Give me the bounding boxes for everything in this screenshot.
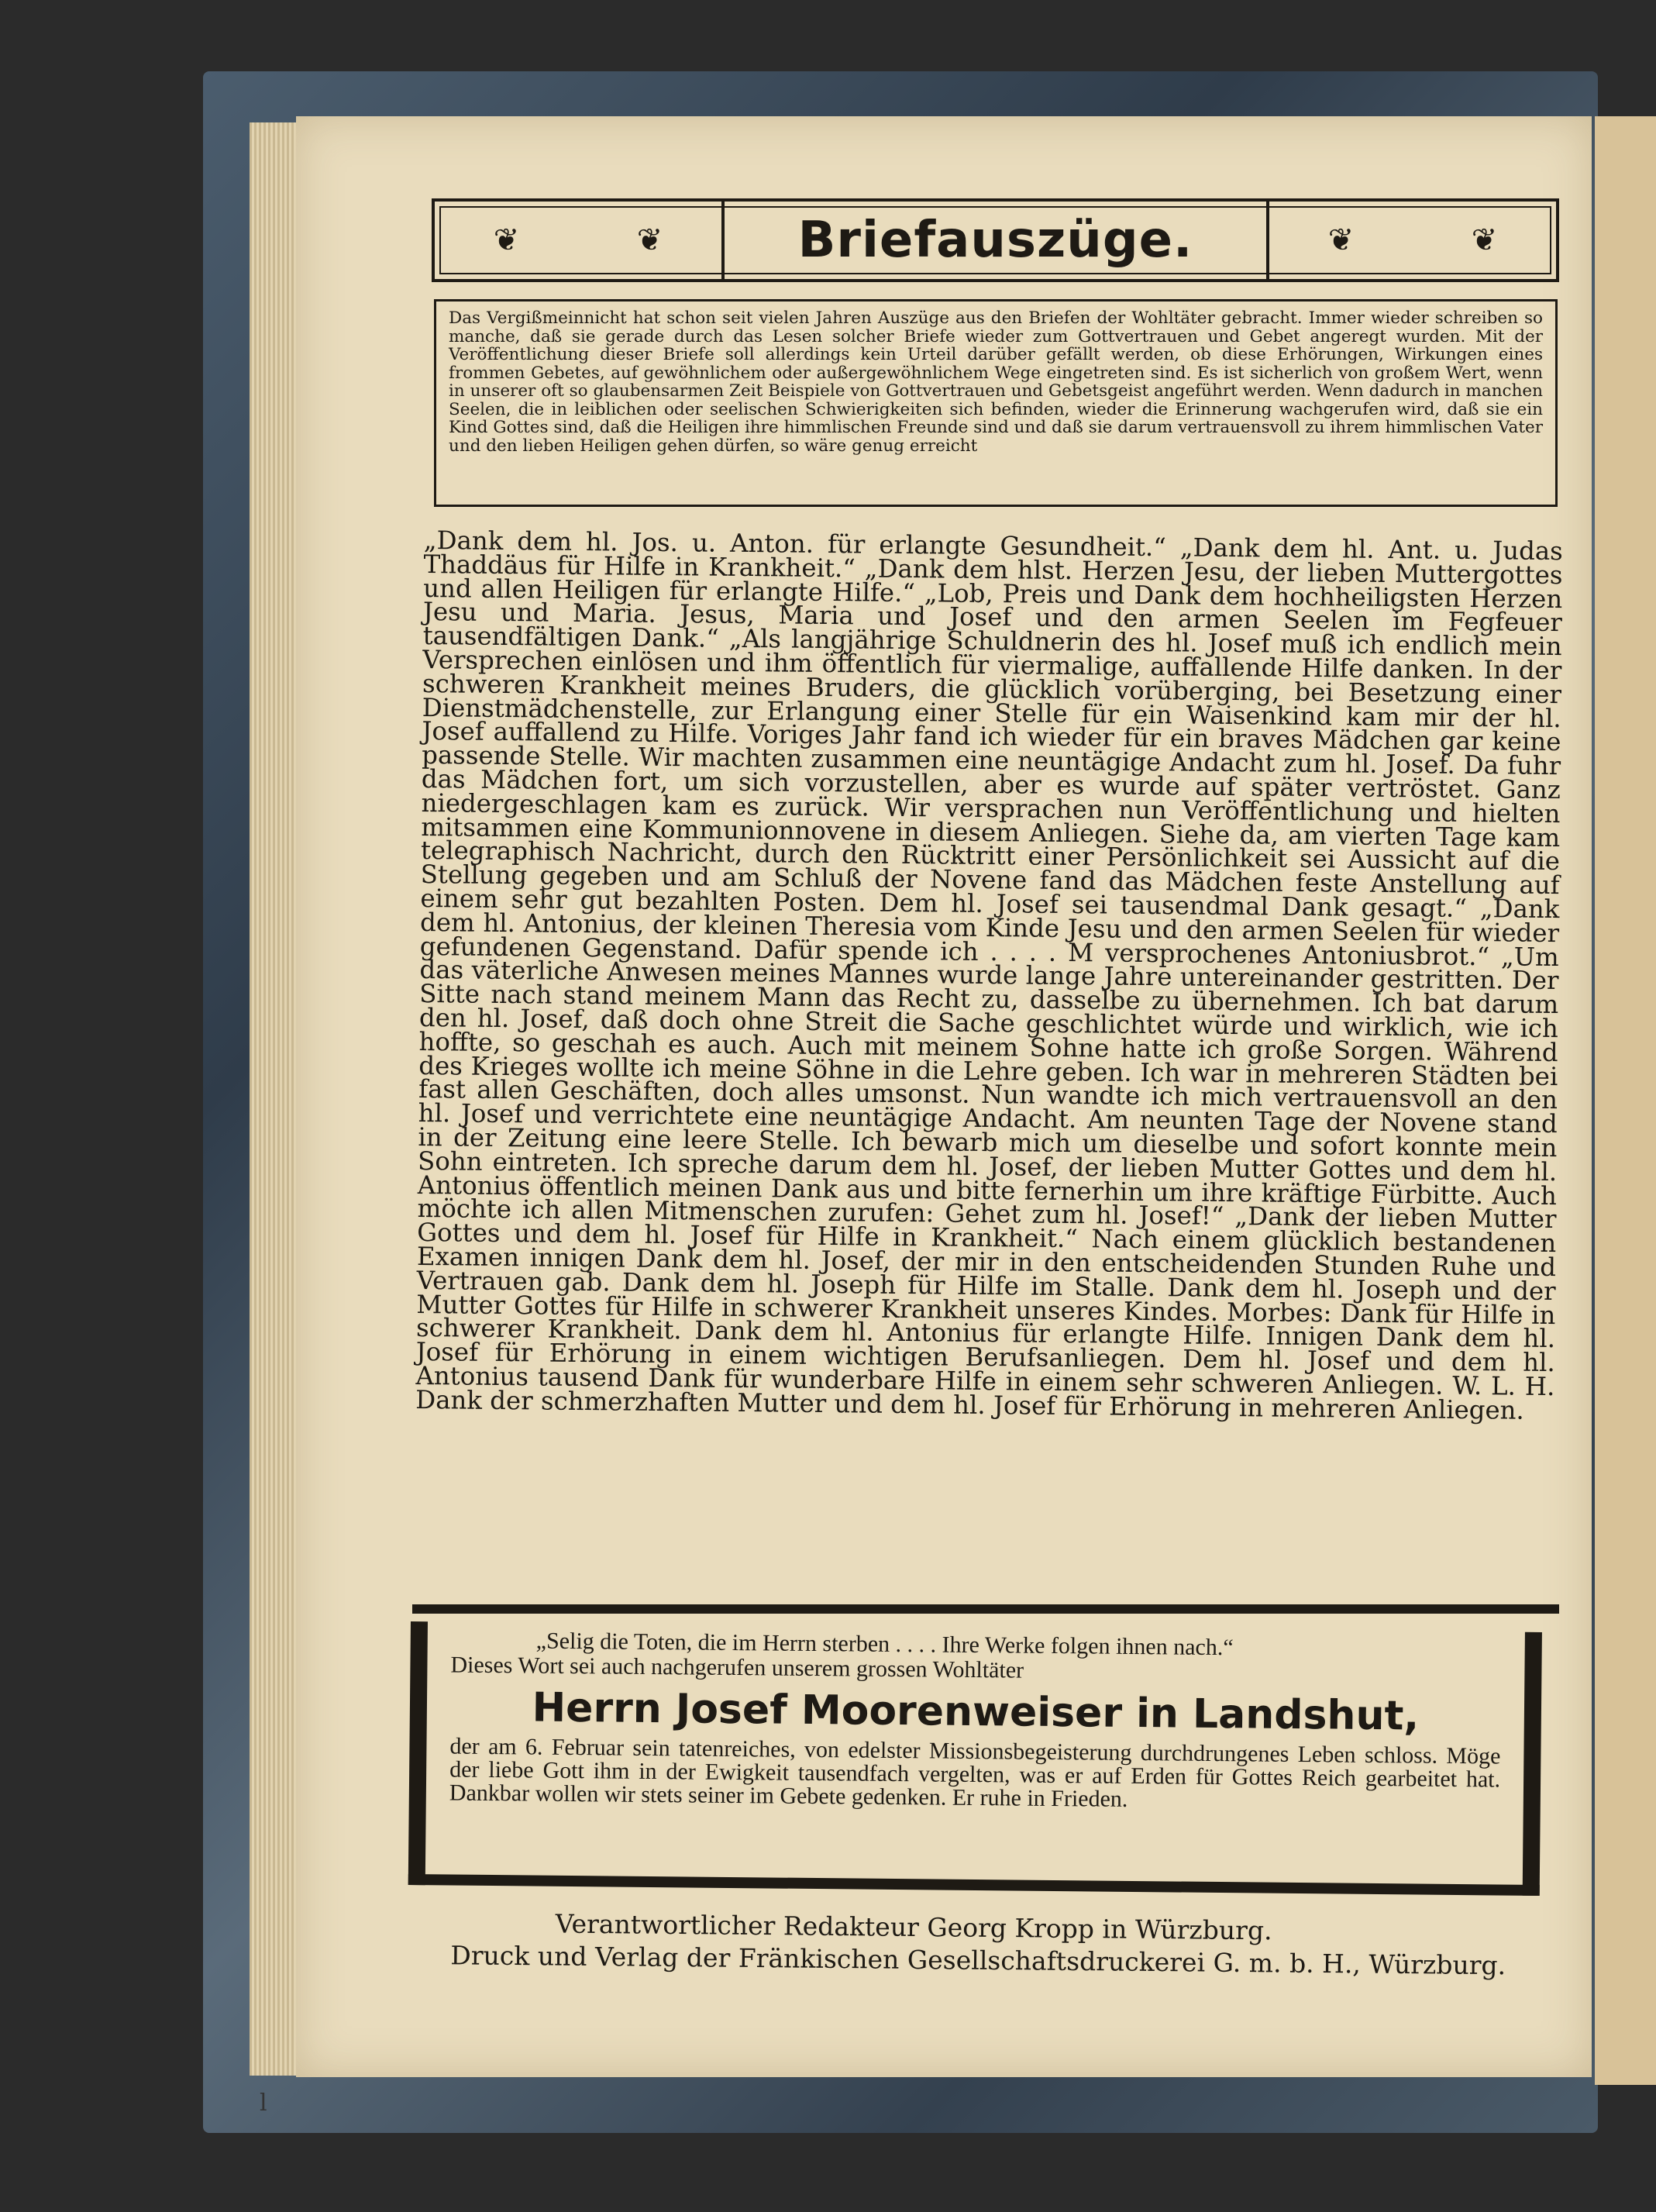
- ornament-icon: ❦: [636, 222, 663, 258]
- page-edges: [250, 122, 296, 2076]
- ornament-icon: ❦: [493, 222, 520, 258]
- ornament-icon: ❦: [1471, 222, 1498, 258]
- imprint-editor: Verantwortlicher Redakteur Georg Kropp in Würzburg.: [555, 1908, 1272, 1946]
- page-title: Briefauszüge.: [797, 212, 1193, 269]
- notice-dedication: Dieses Wort sei auch nachgerufen unserem grossen Wohltäter: [450, 1652, 1024, 1683]
- adjacent-page: [1595, 116, 1656, 2085]
- notice-text: der am 6. Februar sein tatenreiches, von edelster Missionsbegeisterung durchdrungenes Leben schloss. Möge der liebe Gott ihm in der Ewigkeit tausendfach vergelten, was er auf Erden für Gottes Reich gearbeitet hat. Dankbar wollen wir stets seiner im Gebete gedenken. Er ruhe in Frieden.: [449, 1733, 1501, 1812]
- ornament-group-left: [435, 202, 725, 279]
- ornament-group-right: [1266, 202, 1556, 279]
- intro-paragraph: Das Vergißmeinnicht hat schon seit vielen Jahren Auszüge aus den Briefen der Wohltäter gebracht. Immer wieder schreiben so manche, daß sie gerade durch das Lesen solcher Briefe wieder zum Gottvertrauen und Gebet angeregt wurden. Mit der Veröffentlichung dieser Briefe soll allerdings kein Urteil darüber gefällt werden, ob diese Erhörungen, Wirkungen eines frommen Gebetes, auf gewöhnlichem oder außergewöhnlichem Wege eingetreten sind. Es ist sicherlich von großem Wert, wenn in unserer oft so glaubensarmen Zeit Beispiele von Gottvertrauen und Gebetsgeist angeführt werden. Wenn dadurch in manchen Seelen, die in leiblichen oder seelischen Schwierigkeiten sich befinden, wieder die Erinnerung wachgerufen wird, daß sie ein Kind Gottes sind, daß die Heiligen ihre himmlischen Freunde sind und daß sie darum vertrauensvoll zu ihrem himmlischen Vater und den lieben Heiligen gehen dürfen, so wäre genug erreicht: [434, 299, 1558, 507]
- document-page: [296, 116, 1592, 2077]
- letter-excerpts: „Dank dem hl. Jos. u. Anton. für erlangte Gesundheit.“ „Dank dem hl. Ant. u. Judas Thaddäus für Hilfe in Krankheit.“ „Dank dem hlst. Herzen Jesu, der lieben Muttergottes und allen Heiligen für erlangte Hilfe.“ „Lob, Preis und Dank dem hochheiligsten Herzen Jesu und Maria. Jesus, Maria und Josef und den armen Seelen im Fegfeuer tausendfältigen Dank.“ „Als langjährige Schuldnerin des hl. Josef muß ich endlich mein Versprechen einlösen und ihm öffentlich für viermalige, auffallende Hilfe danken. In der schweren Krankheit meines Bruders, die glücklich vorüberging, bei Besetzung einer Dienstmädchenstelle, zur Erlangung einer Stelle für ein Waisenkind kam mir der hl. Josef auffallend zu Hilfe. Voriges Jahr fand ich wieder für ein braves Mädchen gar keine passende Stelle. Wir machten zusammen eine neuntägige Andacht zum hl. Josef. Da fuhr das Mädchen fort, um sich vorzustellen, aber es wurde auf später vertröstet. Ganz niedergeschlagen kam es zurück. Wir versprachen nun Veröffentlichung und hielten mitsammen eine Kommunionnovene in diesem Anliegen. Siehe da, am vierten Tage kam telegraphisch Nachricht, durch den Rücktritt einer Persönlichkeit sei Aussicht auf die Stellung gegeben und am Schluß der Novene fand das Mädchen feste Anstellung auf einem sehr gut bezahlten Posten. Dem hl. Josef sei tausendmal Dank gesagt.“ „Dank dem hl. Antonius, der kleinen Theresia vom Kinde Jesu und den armen Seelen für wieder gefundenen Gegenstand. Dafür spende ich . . . . M versprochenes Antoniusbrot.“ „Um das väterliche Anwesen meines Mannes wurde lange Jahre untereinander gestritten. Der Sitte nach stand meinem Mann das Recht zu, dasselbe zu übernehmen. Ich bat darum den hl. Josef, daß doch ohne Streit die Sache geschlichtet würde und wirklich, wie ich hoffte, so geschah es auch. Auch mit meinem Sohne hatte ich große Sorgen. Während des Krieges wollte ich meine Söhne in die Lehre geben. Ich war in mehreren Städten bei fast allen Geschäften, doch alles umsonst. Nun wandte ich mich vertrauensvoll an den hl. Josef und verrichtete eine neuntägige Andacht. Am neunten Tage der Novene stand in der Zeitung eine leere Stelle. Ich bewarb mich um dieselbe und sofort konnte mein Sohn eintreten. Ich spreche darum dem hl. Josef, der lieben Mutter Gottes und dem hl. Antonius öffentlich meinen Dank aus und bitte fernerhin um ihre kräftige Fürbitte. Auch möchte ich allen Mitmenschen zurufen: Gehet zum hl. Josef!“ „Dank der lieben Mutter Gottes und dem hl. Josef für Hilfe in Krankheit.“ Nach einem glücklich bestandenen Examen innigen Dank dem hl. Josef, der mir in den entscheidenden Stunden Ruhe und Vertrauen gab. Dank dem hl. Joseph für Hilfe im Stalle. Dank dem hl. Joseph und der Mutter Gottes für Hilfe in schwerer Krankheit unseres Kindes. Morbes: Dank für Hilfe in schwerer Krankheit. Dank dem hl. Antonius für erlangte Hilfe. Innigen Dank dem hl. Josef für Erhörung in einem wichtigen Berufsanliegen. Dem hl. Josef und dem hl. Antonius tausend Dank für wunderbare Hilfe in einem sehr schweren Anliegen. W. L. H. Dank der schmerzhaften Mutter und dem hl. Josef für Erhörung in mehreren Anliegen.: [415, 525, 1563, 1425]
- margin-letter: l: [260, 2090, 267, 2117]
- ornament-icon: ❦: [1327, 222, 1355, 258]
- obituary-notice: [408, 1621, 1542, 1896]
- imprint: [435, 1907, 1567, 1983]
- header-banner: [432, 198, 1559, 282]
- divider: [412, 1604, 1559, 1614]
- notice-name: Herrn Josef Moorenweiser in Landshut,: [532, 1684, 1420, 1740]
- imprint-publisher: Druck und Verlag der Fränkischen Gesellschaftsdruckerei G. m. b. H., Würzburg.: [450, 1940, 1506, 1981]
- notice-quote: „Selig die Toten, die im Herrn sterben . . . . Ihre Werke folgen ihnen nach.“: [535, 1628, 1234, 1661]
